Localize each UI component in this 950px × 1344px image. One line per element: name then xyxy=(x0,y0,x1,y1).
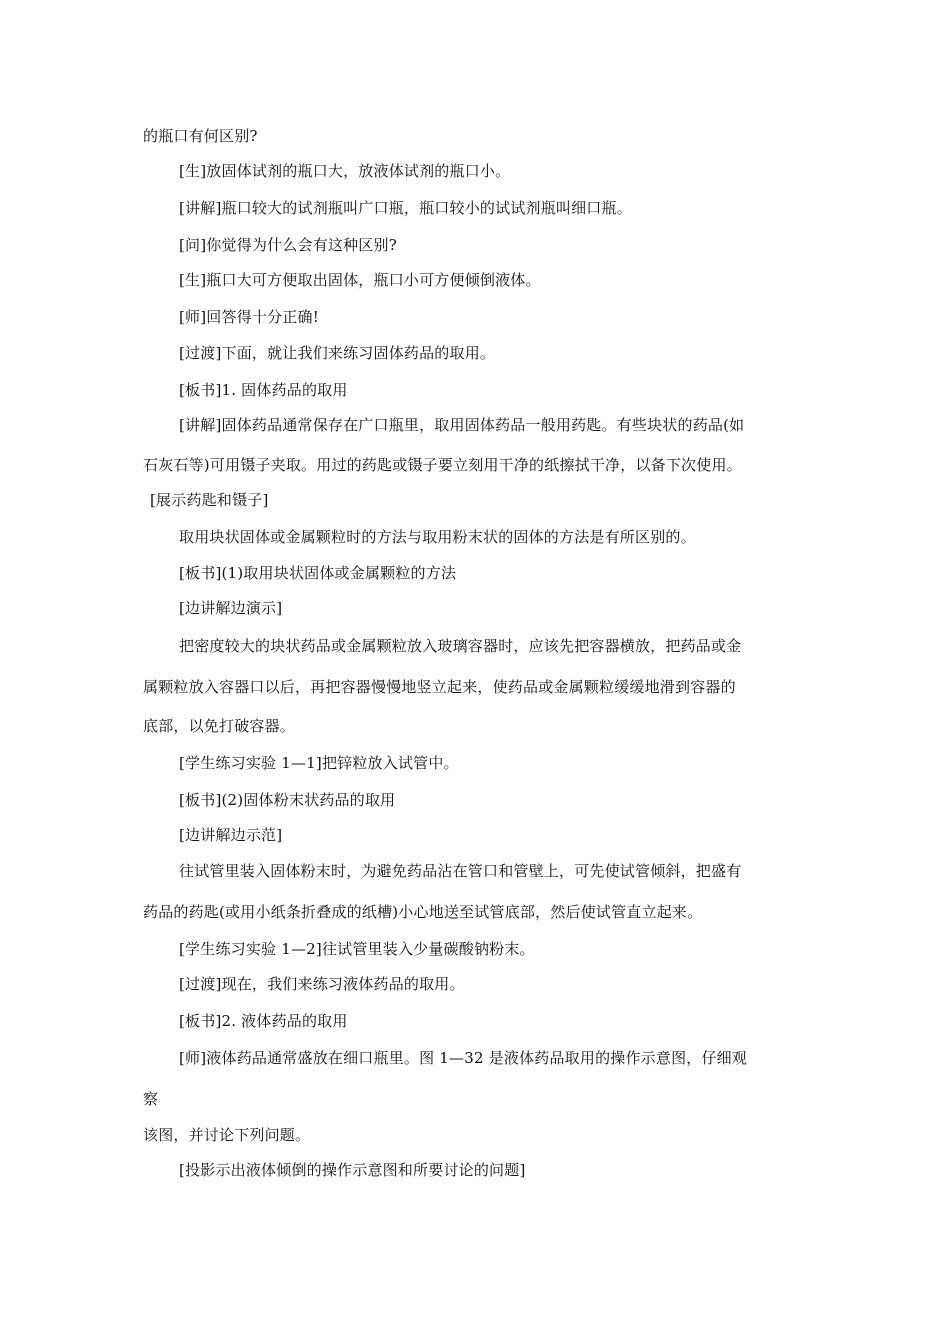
text-line: [学生练习实验 1—1]把锌粒放入试管中。 xyxy=(179,754,459,772)
text-line: [生]放固体试剂的瓶口大，放液体试剂的瓶口小。 xyxy=(179,162,511,180)
text-line: [板书]1. 固体药品的取用 xyxy=(179,381,348,399)
text-line: 底部，以免打破容器。 xyxy=(143,717,296,735)
text-line: [边讲解边演示] xyxy=(179,599,283,617)
text-line: 该图，并讨论下列问题。 xyxy=(143,1126,311,1144)
text-line: [学生练习实验 1—2]往试管里装入少量碳酸钠粉末。 xyxy=(179,940,535,958)
text-line: [讲解]固体药品通常保存在广口瓶里，取用固体药品一般用药匙。有些块状的药品(如 xyxy=(179,416,745,434)
text-line: 石灰石等)可用镊子夹取。用过的药匙或镊子要立刻用干净的纸擦拭干净，以备下次使用。 xyxy=(143,456,742,474)
text-line: [过渡]现在，我们来练习液体药品的取用。 xyxy=(179,975,465,993)
text-line: [讲解]瓶口较大的试剂瓶叫广口瓶，瓶口较小的试试剂瓶叫细口瓶。 xyxy=(179,199,632,217)
text-line: [边讲解边示范] xyxy=(179,826,283,844)
text-line: [师]回答得十分正确! xyxy=(179,308,319,326)
text-line: 药品的药匙(或用小纸条折叠成的纸槽)小心地送至试管底部，然后使试管直立起来。 xyxy=(143,903,703,921)
text-line: [生]瓶口大可方便取出固体，瓶口小可方便倾倒液体。 xyxy=(179,271,541,289)
text-line: [投影示出液体倾倒的操作示意图和所要讨论的问题] xyxy=(179,1161,526,1179)
text-line: 属颗粒放入容器口以后，再把容器慢慢地竖立起来，使药品或金属颗粒缓缓地滑到容器的 xyxy=(143,678,736,696)
text-line: [师]液体药品通常盛放在细口瓶里。图 1—32 是液体药品取用的操作示意图，仔细观 xyxy=(179,1049,748,1067)
text-line: [板书](2)固体粉末状药品的取用 xyxy=(179,791,396,809)
text-line: [问]你觉得为什么会有这种区别? xyxy=(179,236,397,254)
text-line: [展示药匙和镊子] xyxy=(150,491,269,509)
text-line: 取用块状固体或金属颗粒时的方法与取用粉末状的固体的方法是有所区别的。 xyxy=(179,528,696,546)
text-line: [过渡]下面，就让我们来练习固体药品的取用。 xyxy=(179,344,496,362)
text-line: 把密度较大的块状药品或金属颗粒放入玻璃容器时，应该先把容器横放，把药品或金 xyxy=(179,637,742,655)
text-line: 往试管里装入固体粉末时，为避免药品沾在管口和管壁上，可先使试管倾斜，把盛有 xyxy=(179,862,742,880)
text-line: [板书](1)取用块状固体或金属颗粒的方法 xyxy=(179,564,457,582)
text-line: [板书]2. 液体药品的取用 xyxy=(179,1012,348,1030)
text-line: 的瓶口有何区别? xyxy=(143,127,258,145)
text-line: 察 xyxy=(143,1090,159,1108)
